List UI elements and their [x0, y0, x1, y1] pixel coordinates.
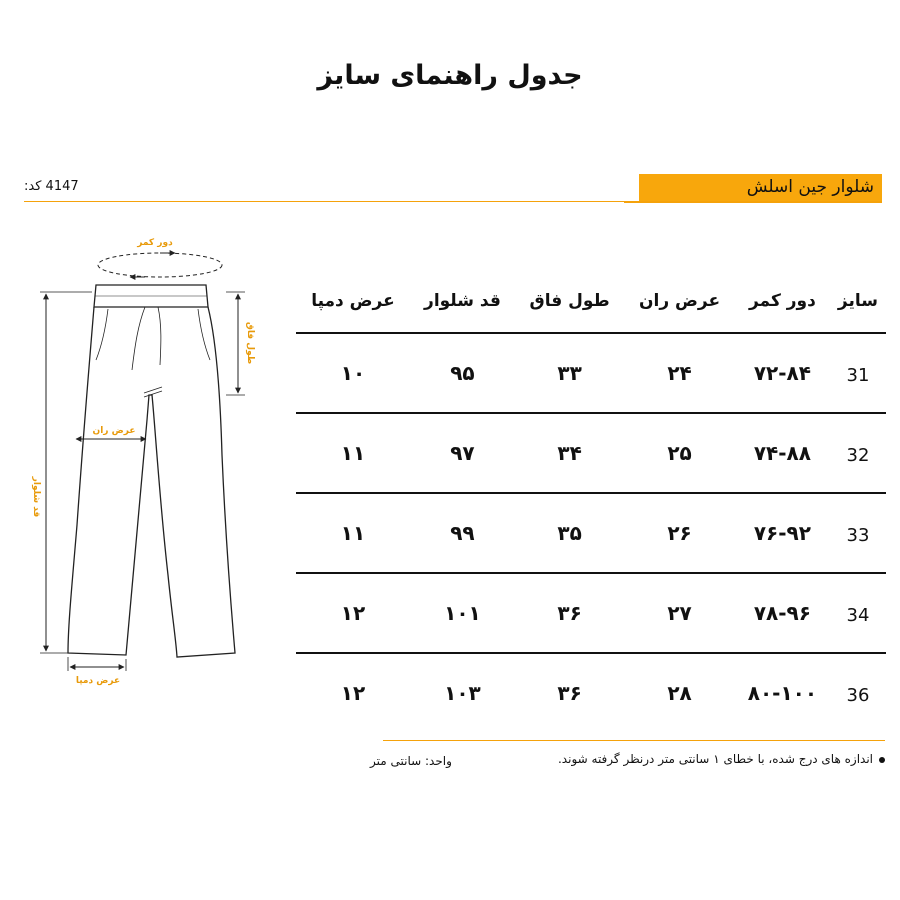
cell-size: 31 — [830, 333, 886, 413]
cell-size: 33 — [830, 493, 886, 573]
table-row — [296, 493, 886, 573]
table-row — [296, 333, 886, 413]
pants-outline — [68, 285, 235, 657]
cell-hem: ۱۲ — [296, 573, 410, 653]
cell-waist: ۷۲-۸۴ — [735, 333, 830, 413]
hem-dimension — [68, 657, 126, 671]
cell-rise: ۳۶ — [557, 681, 582, 705]
rise-label: طول فاق — [245, 321, 255, 365]
col-hem: عرض دمپا — [296, 270, 410, 333]
cell-length: ۹۷ — [410, 413, 515, 493]
table-row — [296, 573, 886, 653]
cell-length: ۱۰۳ — [444, 681, 481, 705]
table-row — [296, 413, 886, 493]
cell-waist: ۷۶-۹۲ — [735, 493, 830, 573]
cell-thigh: ۲۷ — [624, 573, 735, 653]
length-dimension — [40, 292, 92, 653]
col-size: سایز — [830, 270, 886, 333]
waist-label: دور کمر — [137, 238, 173, 248]
unit-label: واحد: سانتی متر — [370, 754, 452, 768]
col-waist: دور کمر — [735, 270, 830, 333]
size-table — [296, 270, 886, 732]
product-code-value: 4147 — [45, 179, 79, 194]
col-rise: طول فاق — [515, 270, 624, 333]
pants-diagram — [10, 225, 280, 700]
footer-divider — [383, 740, 885, 741]
page-title: جدول راهنمای سایز — [317, 60, 583, 91]
header-divider — [24, 201, 644, 202]
cell-rise: ۳۵ — [515, 493, 624, 573]
cell-size: 32 — [830, 413, 886, 493]
cell-length: ۹۹ — [410, 493, 515, 573]
thigh-label: عرض ران — [92, 426, 136, 436]
cell-length: ۱۰۱ — [410, 573, 515, 653]
product-code — [24, 179, 79, 194]
table-header-row — [296, 270, 886, 333]
cell-size: 34 — [830, 573, 886, 653]
cell-hem: ۱۱ — [296, 413, 410, 493]
cell-hem: ۱۰ — [296, 333, 410, 413]
product-code-label: کد: — [24, 179, 42, 194]
col-length: قد شلوار — [410, 270, 515, 333]
cell-rise: ۳۴ — [515, 413, 624, 493]
tolerance-note-text: اندازه های درج شده، با خطای ۱ سانتی متر درنظر گرفته شوند. — [557, 752, 873, 766]
bullet-icon — [879, 757, 885, 763]
product-header — [624, 174, 882, 203]
hem-label: عرض دمپا — [75, 676, 121, 686]
table-row — [296, 653, 886, 732]
cell-waist: ۸۰-۱۰۰ — [747, 681, 818, 705]
cell-hem: ۱۱ — [296, 493, 410, 573]
cell-thigh: ۲۵ — [624, 413, 735, 493]
cell-rise: ۳۳ — [515, 333, 624, 413]
cell-thigh: ۲۶ — [624, 493, 735, 573]
col-thigh: عرض ران — [624, 270, 735, 333]
product-tab — [639, 174, 882, 201]
cell-rise: ۳۶ — [515, 573, 624, 653]
waist-circumference-icon — [98, 253, 222, 277]
cell-waist: ۷۸-۹۶ — [735, 573, 830, 653]
cell-thigh: ۲۸ — [667, 681, 692, 705]
cell-hem: ۱۲ — [340, 681, 366, 705]
cell-size: 36 — [846, 685, 870, 706]
cell-length: ۹۵ — [410, 333, 515, 413]
tolerance-note — [558, 752, 885, 766]
rise-dimension — [226, 292, 245, 395]
cell-waist: ۷۴-۸۸ — [735, 413, 830, 493]
product-name: شلوار جین اسلش — [746, 177, 874, 197]
length-label: قد شلوار — [31, 476, 41, 518]
cell-thigh: ۲۴ — [624, 333, 735, 413]
